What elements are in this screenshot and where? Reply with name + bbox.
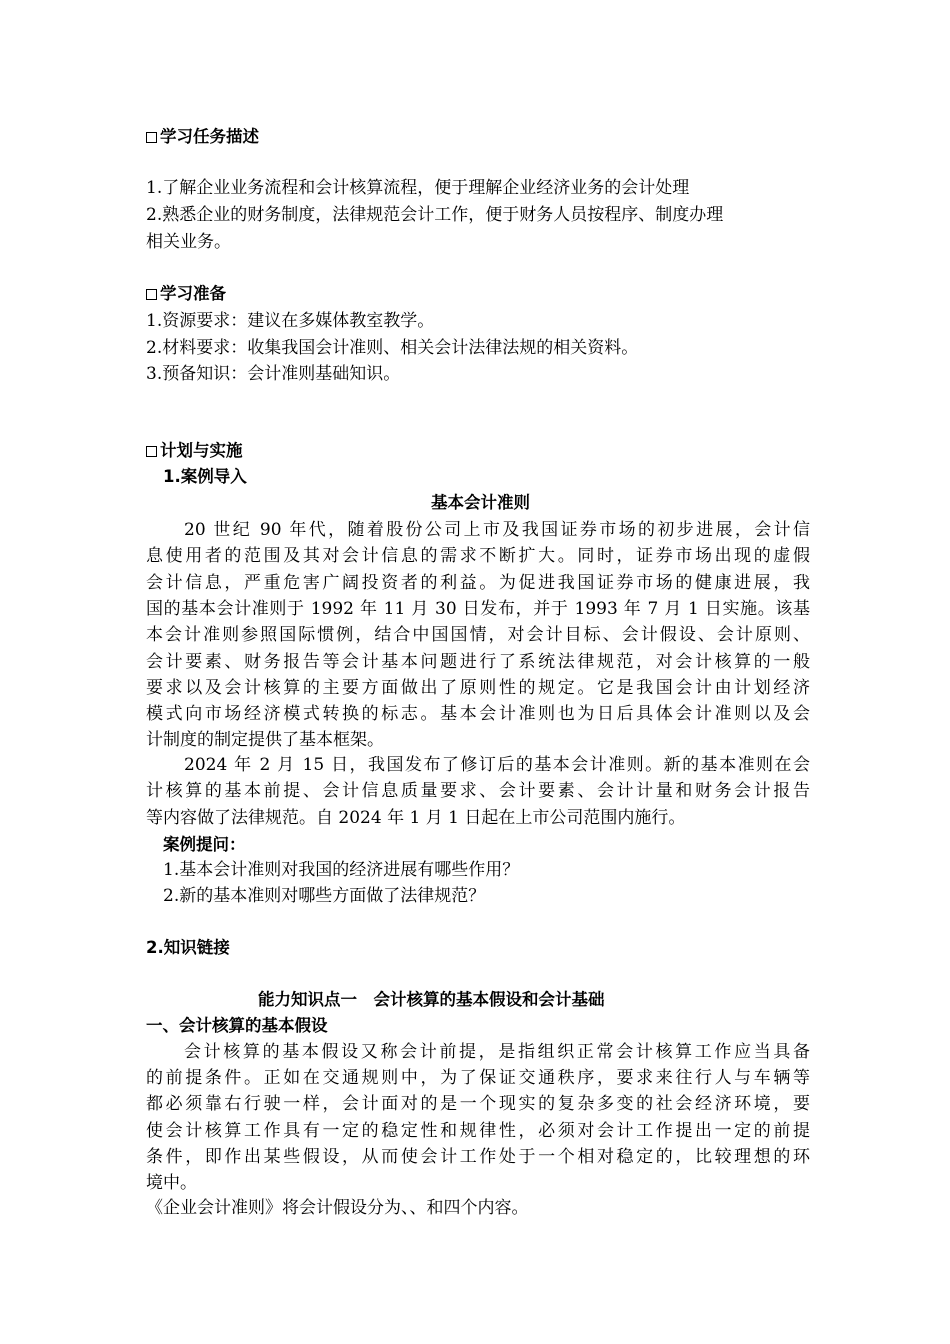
paragraph-line: 国的基本会计准则于 1992 年 11 月 30 日发布，并于 1993 年 7 月 1 日实施。该基 xyxy=(146,598,810,619)
prep-item-2: 2.材料要求：收集我国会计准则、相关会计法律法规的相关资料。 xyxy=(146,338,639,358)
prep-item-1: 1.资源要求：建议在多媒体教室教学。 xyxy=(146,311,435,331)
task-item-2: 2.熟悉企业的财务制度，法律规范会计工作，便于财务人员按程序、制度办理 xyxy=(146,205,724,225)
paragraph-line: 本会计准则参照国际惯例，结合中国国情，对会计目标、会计假设、会计原则、 xyxy=(146,625,810,646)
assumptions-summary-line: 《企业会计准则》将会计假设分为、、和四个内容。 xyxy=(146,1198,529,1218)
checkbox-icon xyxy=(146,289,157,300)
paragraph-line: 都必须靠右行驶一样，会计面对的是一个现实的复杂多变的社会经济环境，要 xyxy=(146,1094,810,1115)
paragraph-line: 条件，即作出某些假设，从而使会计工作处于一个相对稳定的，比较理想的环 xyxy=(146,1146,810,1167)
paragraph-line: 会计信息，严重危害广阔投资者的利益。为促进我国证券市场的健康进展，我 xyxy=(146,572,810,593)
paragraph-line: 计核算的基本前提、会计信息质量要求、会计要素、会计计量和财务会计报告 xyxy=(146,781,810,802)
heading-text: 学习准备 xyxy=(160,284,226,303)
task-item-2-cont: 相关业务。 xyxy=(146,232,231,252)
paragraph-line: 要求以及会计核算的主要方面做出了原则性的规定。它是我国会计由计划经济 xyxy=(146,677,810,698)
heading-text: 计划与实施 xyxy=(160,441,243,460)
knowledge-link-heading: 2.知识链接 xyxy=(146,938,230,957)
paragraph-line: 使会计核算工作具有一定的稳定性和规律性，必须对会计工作提出一定的前提 xyxy=(146,1120,810,1141)
case-intro-heading: 1.案例导入 xyxy=(163,467,247,486)
knowledge-point-title: 能力知识点一 会计核算的基本假设和会计基础 xyxy=(258,990,605,1009)
paragraph-line: 计制度的制定提供了基本框架。 xyxy=(146,730,384,751)
paragraph-line: 境中。 xyxy=(146,1173,197,1193)
section-heading-plan xyxy=(146,441,243,461)
paragraph-line: 息使用者的范围及其对会计信息的需求不断扩大。同时，证券市场出现的虚假 xyxy=(146,546,810,567)
case-questions-heading: 案例提问： xyxy=(163,835,246,854)
case-question-2: 2.新的基本准则对哪些方面做了法律规范？ xyxy=(163,886,486,906)
paragraph-line: 的前提条件。正如在交通规则中，为了保证交通秩序，要求来往行人与车辆等 xyxy=(146,1068,810,1089)
section-heading-task xyxy=(146,127,259,147)
checkbox-icon xyxy=(146,132,157,143)
checkbox-icon xyxy=(146,446,157,457)
paragraph-line: 20 世纪 90 年代，随着股份公司上市及我国证券市场的初步进展，会计信 xyxy=(184,520,810,540)
paragraph-line: 模式向市场经济模式转换的标志。基本会计准则也为日后具体会计准则以及会 xyxy=(146,704,810,725)
paragraph-line: 2024 年 2 月 15 日，我国发布了修订后的基本会计准则。新的基本准则在会 xyxy=(184,755,810,775)
case-title: 基本会计准则 xyxy=(431,493,530,512)
paragraph-line: 会计要素、财务报告等会计基本问题进行了系统法律规范，对会计核算的一般 xyxy=(146,651,810,672)
prep-item-3: 3.预备知识：会计准则基础知识。 xyxy=(146,364,401,384)
section-basic-assumptions: 一、会计核算的基本假设 xyxy=(146,1016,328,1035)
paragraph-line: 等内容做了法律规范。自 2024 年 1 月 1 日起在上市公司范围内施行。 xyxy=(146,807,686,828)
heading-text: 学习任务描述 xyxy=(160,127,259,146)
section-heading-preparation xyxy=(146,284,226,304)
paragraph-line: 会计核算的基本假设又称会计前提，是指组织正常会计核算工作应当具备 xyxy=(184,1042,810,1062)
case-question-1: 1.基本会计准则对我国的经济进展有哪些作用？ xyxy=(163,860,520,880)
task-item-1: 1.了解企业业务流程和会计核算流程，便于理解企业经济业务的会计处理 xyxy=(146,178,690,198)
